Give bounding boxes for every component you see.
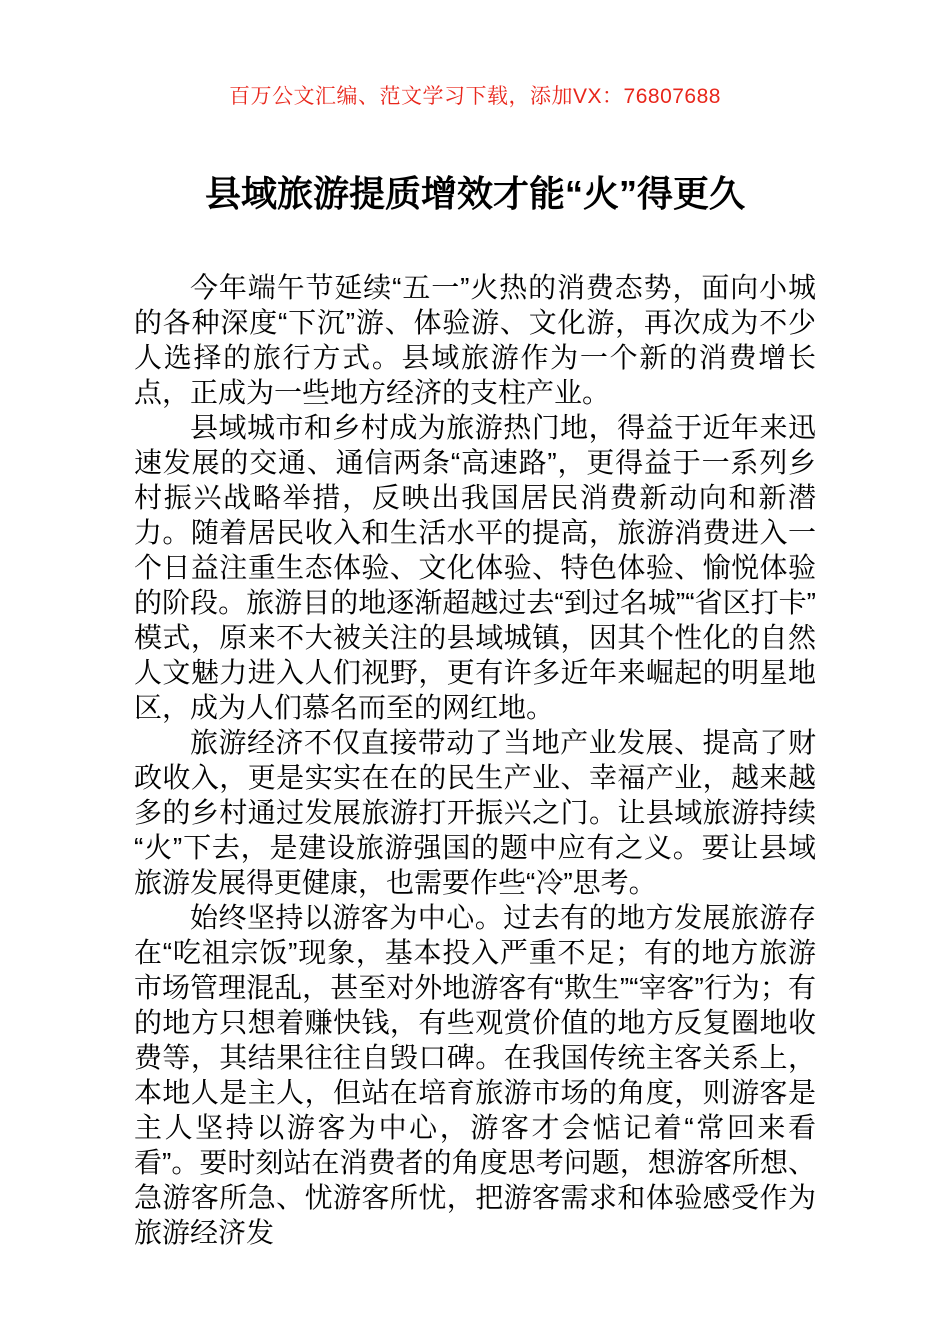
document-body bbox=[134, 270, 816, 1250]
paragraph: 始终坚持以游客为中心。过去有的地方发展旅游存在“吃祖宗饭”现象，基本投入严重不足；有的地方旅游市场管理混乱，甚至对外地游客有“欺生”“宰客”行为；有的地方只想着赚快钱，有些观赏价值的地方反复圈地收费等，其结果往往自毁口碑。在我国传统主客关系上，本地人是主人，但站在培育旅游市场的角度，则游客是主人坚持以游客为中心，游客才会惦记着“常回来看看”。要时刻站在消费者的角度思考问题，想游客所想、急游客所急、忧游客所忧，把游客需求和体验感受作为旅游经济发 bbox=[134, 902, 816, 1248]
paragraph: 旅游经济不仅直接带动了当地产业发展、提高了财政收入，更是实实在在的民生产业、幸福产业，越来越多的乡村通过发展旅游打开振兴之门。让县域旅游持续“火”下去，是建设旅游强国的题中应有之义。要让县域旅游发展得更健康，也需要作些“冷”思考。 bbox=[134, 727, 816, 898]
paragraph: 县域城市和乡村成为旅游热门地，得益于近年来迅速发展的交通、通信两条“高速路”，更得益于一系列乡村振兴战略举措，反映出我国居民消费新动向和新潜力。随着居民收入和生活水平的提高，旅游消费进入一个日益注重生态体验、文化体验、特色体验、愉悦体验的阶段。旅游目的地逐渐超越过去“到过名城”“省区打卡”模式，原来不大被关注的县域城镇，因其个性化的自然人文魅力进入人们视野，更有许多近年来崛起的明星地区，成为人们慕名而至的网红地。 bbox=[134, 412, 816, 723]
header-notice: 百万公文汇编、范文学习下载，添加VX：76807688 bbox=[229, 85, 721, 108]
paragraph: 今年端午节延续“五一”火热的消费态势，面向小城的各种深度“下沉”游、体验游、文化游，再次成为不少人选择的旅行方式。县域旅游作为一个新的消费增长点，正成为一些地方经济的支柱产业。 bbox=[134, 272, 816, 408]
document-title: 县域旅游提质增效才能“火”得更久 bbox=[204, 173, 745, 214]
